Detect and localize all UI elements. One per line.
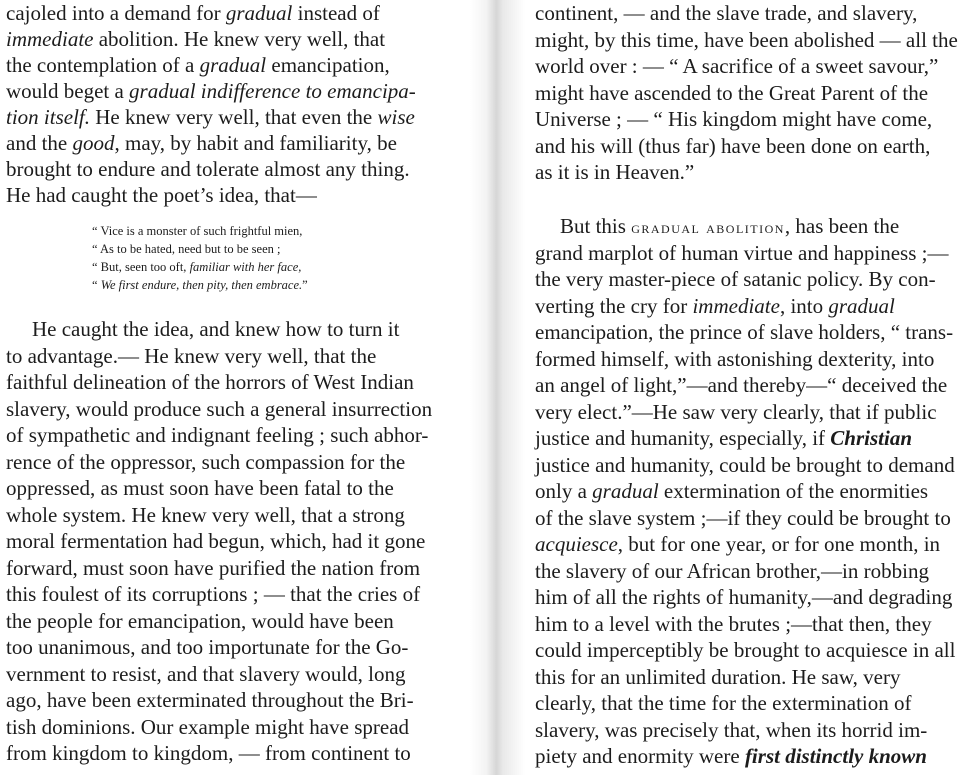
text-line: brought to endure and tolerate almost any thing. [6, 157, 410, 181]
text-line: very elect.”—He saw very clearly, that if public [535, 399, 937, 424]
text-line: the very master-piece of satanic policy. By con- [535, 267, 936, 291]
text-line: to advantage.— He knew very well, that the [6, 343, 377, 368]
text-line: this foulest of its corruptions ; — that the cries of [6, 582, 421, 606]
text-line: and the good, may, by habit and familiarity, be [6, 131, 397, 155]
text-line: grand marplot of human virtue and happiness ;— [535, 240, 949, 265]
text-line: acquiesce, but for one year, or for one month, in [535, 532, 941, 556]
text-line: this for an unlimited duration. He saw, very [535, 664, 901, 689]
text-line: the contemplation of a gradual emancipation, [6, 53, 390, 77]
text-line: forward, must soon have purified the nation from [6, 555, 421, 580]
text-line: an angel of light,”—and thereby—“ deceived the [535, 373, 948, 397]
text-line: justice and humanity, could be brought to demand [535, 452, 955, 477]
text-line: slavery, would produce such a general insurrection [6, 396, 433, 421]
text-line: might have ascended to the Great Parent of the [535, 80, 929, 105]
text-line: whole system. He knew very well, that a strong [6, 502, 405, 527]
text-line: tion itself. He knew very well, that even the wise [6, 105, 415, 129]
text-line: But this gradual abolition, has been the [560, 214, 900, 238]
text-line: ago, have been exterminated throughout the Bri- [6, 688, 414, 712]
text-line: rence of the oppressor, such compassion for the [6, 449, 406, 474]
text-line: faithful delineation of the horrors of West Indian [6, 370, 414, 394]
text-line: him to a level with the brutes ;—that then, they [535, 611, 932, 636]
text-line: slavery, was precisely that, when its horrid im- [535, 717, 928, 742]
left-page [0, 0, 470, 775]
text-line: the slavery of our African brother,—in robbing [535, 558, 929, 583]
text-line: and his will (thus far) have been done on earth, [535, 133, 931, 158]
text-line: from kingdom to kingdom, — from continent to [6, 741, 411, 765]
text-line: emancipation, the prince of slave holders, “ trans- [535, 320, 954, 344]
text-line: oppressed, as must soon have been fatal to the [6, 476, 394, 500]
text-line: clearly, that the time for the extermination of [535, 691, 912, 715]
text-line: would beget a gradual indifference to emancipa- [6, 79, 416, 103]
right-page [525, 0, 980, 775]
text-line: formed himself, with astonishing dexterity, into [535, 346, 935, 371]
text-line: moral fermentation had begun, which, had it gone [6, 529, 426, 553]
quote-line: “ Vice is a monster of such frightful mien, [92, 224, 303, 238]
text-line: too unanimous, and too importunate for the Go- [6, 635, 409, 659]
text-line: vernment to resist, and that slavery would, long [6, 661, 406, 686]
text-line: him of all the rights of humanity,—and degrading [535, 585, 953, 609]
text-line: of sympathetic and indignant feeling ; such abhor- [6, 423, 429, 447]
text-line: He had caught the poet’s idea, that— [6, 183, 317, 207]
text-line: verting the cry for immediate, into gradual [535, 293, 895, 318]
text-line: continent, — and the slave trade, and slavery, [535, 1, 918, 25]
text-line: only a gradual extermination of the enormities [535, 479, 929, 503]
text-line: could imperceptibly be brought to acquiesce in all [535, 638, 956, 662]
text-line: justice and humanity, especially, if Christian [535, 426, 912, 450]
quote-line: “ But, seen too oft, familiar with her face, [92, 260, 302, 274]
text-line: He caught the idea, and knew how to turn it [32, 317, 400, 341]
text-line: cajoled into a demand for gradual instead of [6, 1, 380, 25]
quote-line: “ We first endure, then pity, then embrace.” [92, 278, 308, 292]
text-line: world over : — “ A sacrifice of a sweet savour,” [535, 54, 939, 78]
text-line: piety and enormity were first distinctly known [535, 744, 927, 768]
text-line: tish dominions. Our example might have spread [6, 714, 410, 739]
text-line: of the slave system ;—if they could be brought to [535, 505, 951, 530]
text-line: Universe ; — “ His kingdom might have come, [535, 107, 933, 131]
page-gutter [470, 0, 525, 775]
text-line: might, by this time, have been abolished — all the [535, 27, 958, 52]
text-line: as it is in Heaven.” [535, 160, 695, 184]
quote-line: “ As to be hated, need but to be seen ; [92, 242, 281, 256]
text-line: the people for emancipation, would have been [6, 608, 394, 633]
text-line: immediate abolition. He knew very well, that [6, 27, 386, 51]
